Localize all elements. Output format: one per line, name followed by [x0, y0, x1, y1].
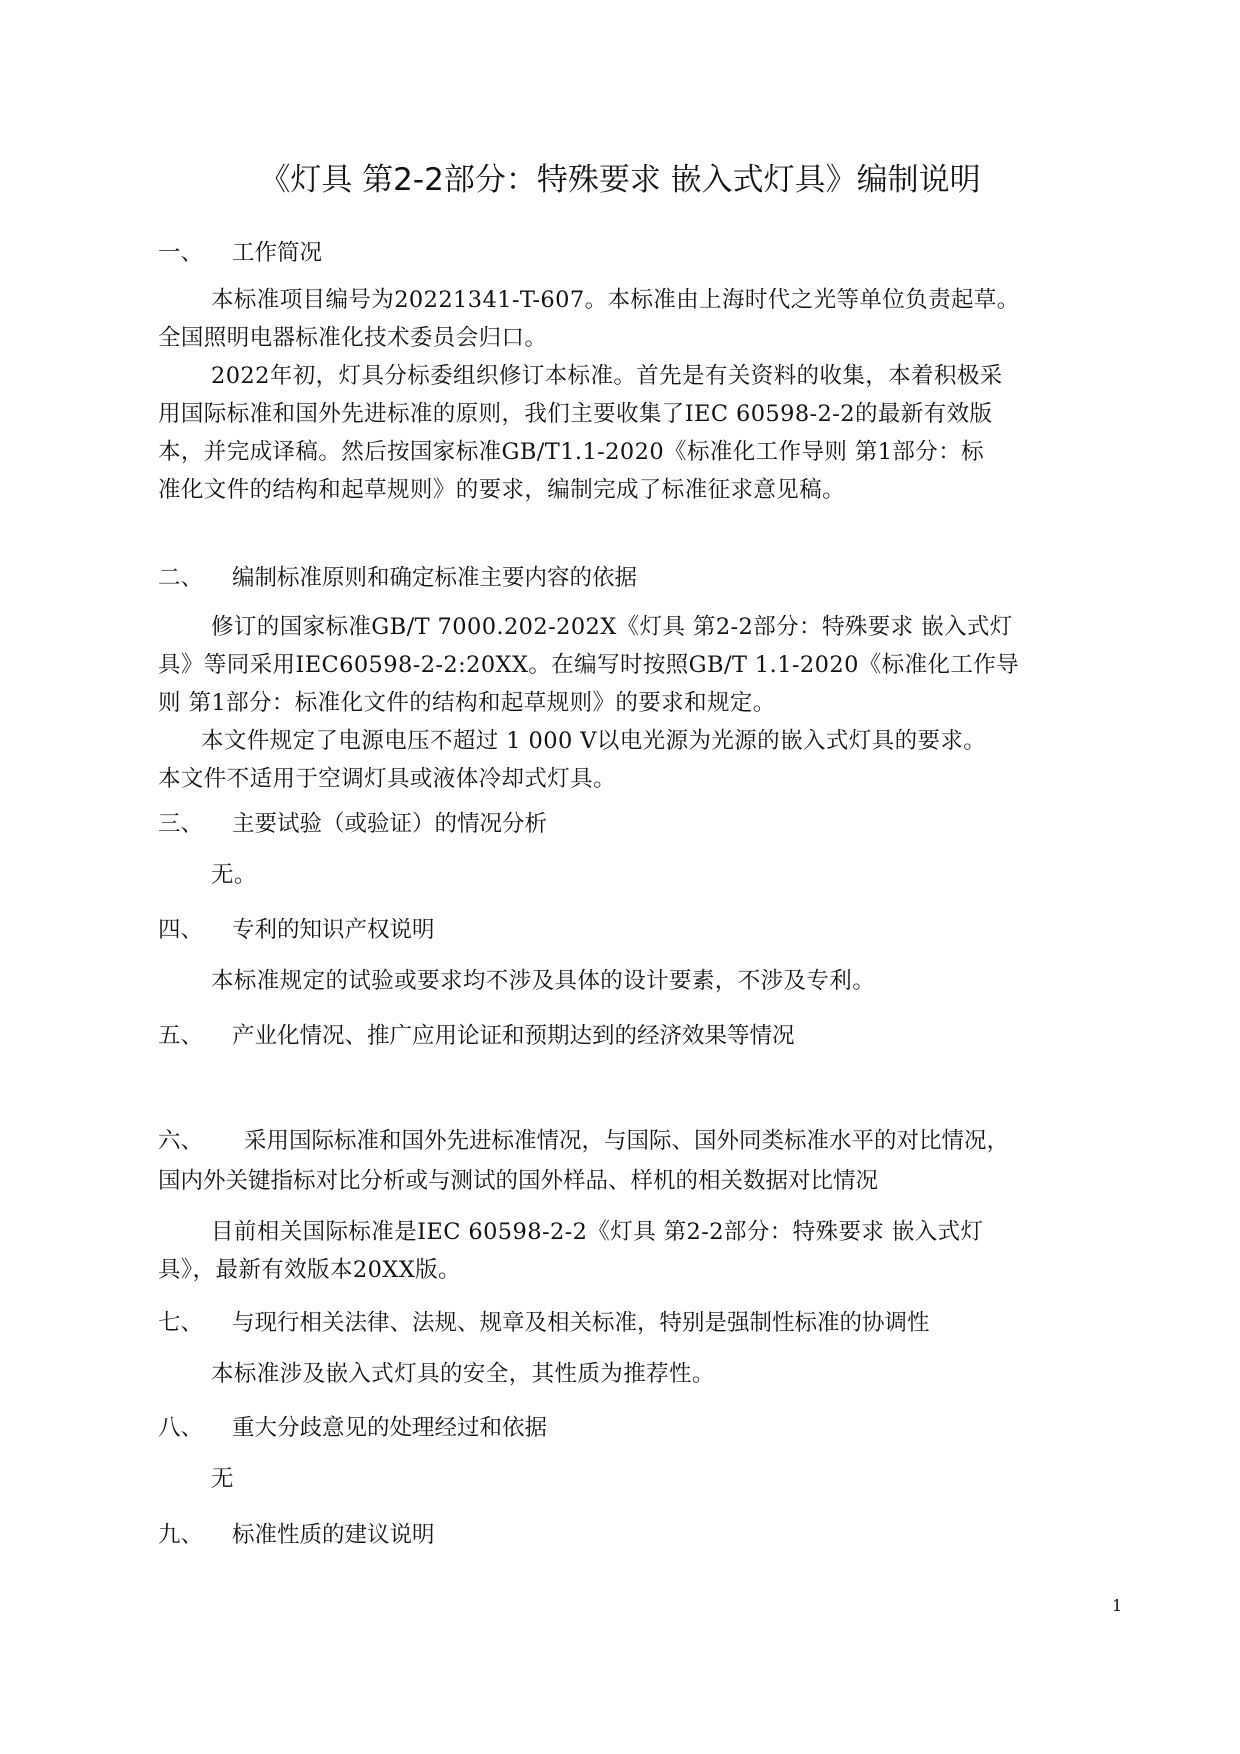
- section-heading-3: [158, 806, 547, 842]
- section-title: 编制标准原则和确定标准主要内容的依据: [232, 565, 638, 591]
- paragraph-line: 全国照明电器标准化技术委员会归口。: [158, 325, 548, 351]
- section-heading-2: [158, 560, 637, 596]
- section-title: 工作简况: [232, 240, 323, 266]
- section-title: 标准性质的建议说明: [232, 1522, 435, 1548]
- paragraph-line: 目前相关国际标准是IEC 60598-2-2《灯具 第2-2部分：特殊要求 嵌入式灯: [211, 1219, 984, 1245]
- paragraph-line: 修订的国家标准GB/T 7000.202-202X《灯具 第2-2部分：特殊要求 嵌入式灯: [211, 614, 1013, 640]
- paragraph: [158, 1355, 1120, 1393]
- paragraph-line: 本文件不适用于空调灯具或液体冷却式灯具。: [158, 766, 617, 792]
- section-title: 采用国际标准和国外先进标准情况，与国际、国外同类标准水平的对比情况，: [244, 1128, 1010, 1154]
- paragraph-line: 具》等同采用IEC60598-2-2:20XX。在编写时按照GB/T 1.1-2020《标准化工作导: [158, 652, 1020, 678]
- section-title-line-2: 国内外关键指标对比分析或与测试的国外样品、样机的相关数据对比情况: [158, 1168, 879, 1194]
- section-heading-9: [158, 1517, 435, 1553]
- paragraph-line: 无: [211, 1466, 234, 1492]
- paragraph: [158, 608, 1120, 722]
- section-title: 专利的知识产权说明: [232, 917, 435, 943]
- paragraph-line: 则 第1部分：标准化文件的结构和起草规则》的要求和规定。: [158, 690, 776, 716]
- section-number: 四、: [158, 917, 204, 943]
- paragraph-line: 无。: [211, 862, 257, 888]
- section-number: 六、: [158, 1128, 204, 1154]
- paragraph: [158, 962, 1120, 1000]
- section-number: 五、: [158, 1023, 204, 1049]
- section-title: 主要试验（或验证）的情况分析: [232, 811, 548, 837]
- section-heading-6: [158, 1123, 1009, 1159]
- paragraph: [158, 856, 1120, 894]
- section-heading-8: [158, 1410, 547, 1446]
- paragraph-line: 准化文件的结构和起草规则》的要求，编制完成了标准征求意见稿。: [158, 477, 846, 503]
- paragraph: [158, 722, 1120, 798]
- paragraph: [158, 1213, 1120, 1289]
- section-title: 产业化情况、推广应用论证和预期达到的经济效果等情况: [232, 1023, 795, 1049]
- section-heading-4: [158, 912, 435, 948]
- paragraph-line: 2022年初，灯具分标委组织修订本标准。首先是有关资料的收集，本着积极采: [211, 363, 1003, 389]
- section-number: 二、: [158, 565, 204, 591]
- paragraph: [158, 281, 1120, 357]
- paragraph-line: 本标准涉及嵌入式灯具的安全，其性质为推荐性。: [211, 1361, 715, 1387]
- page-number: 1: [1112, 1596, 1123, 1615]
- section-heading-1: [158, 235, 322, 271]
- section-number: 八、: [158, 1415, 204, 1441]
- paragraph: [158, 1460, 1120, 1498]
- paragraph-line: 本标准规定的试验或要求均不涉及具体的设计要素，不涉及专利。: [211, 968, 876, 994]
- section-number: 七、: [158, 1310, 204, 1336]
- section-heading-5: [158, 1018, 795, 1054]
- paragraph-line: 用国际标准和国外先进标准的原则，我们主要收集了IEC 60598-2-2的最新有效版: [158, 401, 993, 427]
- section-title: 与现行相关法律、法规、规章及相关标准，特别是强制性标准的协调性: [232, 1310, 930, 1336]
- section-heading-6-continued: [158, 1163, 878, 1199]
- paragraph-line: 本，并完成译稿。然后按国家标准GB/T1.1-2020《标准化工作导则 第1部分：标: [158, 439, 985, 465]
- section-title: 重大分歧意见的处理经过和依据: [232, 1415, 548, 1441]
- section-heading-7: [158, 1305, 930, 1341]
- paragraph: [158, 357, 1120, 509]
- page-title: 《灯具 第2-2部分：特殊要求 嵌入式灯具》编制说明: [259, 162, 981, 198]
- section-number: 九、: [158, 1522, 204, 1548]
- paragraph-line: 具》，最新有效版本20XX版。: [158, 1257, 461, 1283]
- section-number: 一、: [158, 240, 204, 266]
- paragraph-line: 本标准项目编号为20221341-T-607。本标准由上海时代之光等单位负责起草。: [211, 287, 1020, 313]
- section-number: 三、: [158, 811, 204, 837]
- paragraph-line: 本文件规定了电源电压不超过 1 000 V以电光源为光源的嵌入式灯具的要求。: [201, 728, 987, 754]
